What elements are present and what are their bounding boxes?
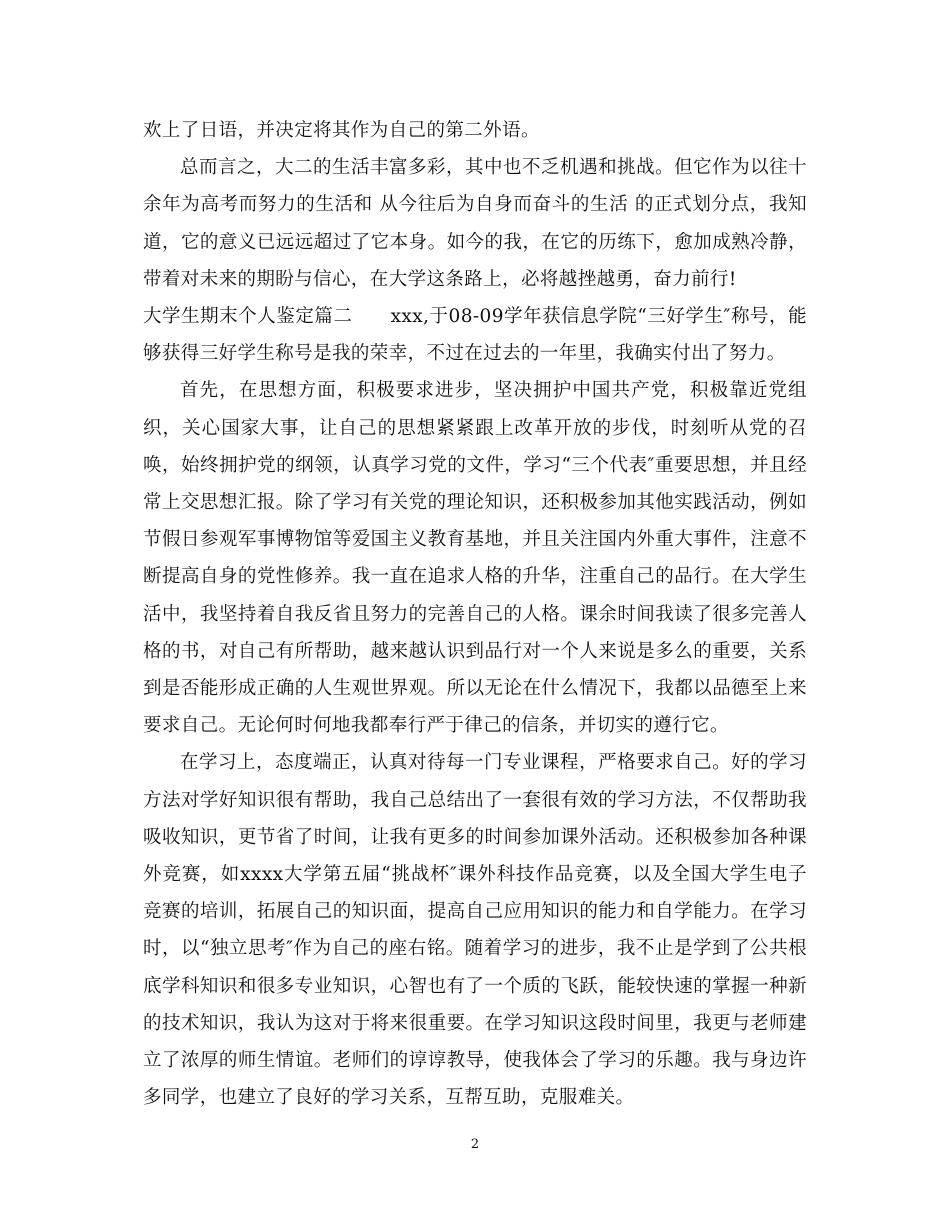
document-body bbox=[143, 112, 807, 1116]
page-number: 2 bbox=[470, 1137, 480, 1152]
paragraph-summary: 总而言之，大二的生活丰富多彩，其中也不乏机遇和挑战。但它作为以往十余年为高考而努力的生活和 从今往后为自身而奋斗的生活 的正式划分点，我知道，它的意义已远远超过了它本身。如今的我，在它的历练下，愈加成熟冷静，带着对未来的期盼与信心，在大学这条路上，必将越挫越勇，奋力前行! bbox=[143, 157, 807, 290]
paragraph-continuation: 欢上了日语，并决定将其作为自己的第二外语。 bbox=[143, 120, 540, 141]
paragraph-section-two-intro: 大学生期末个人鉴定篇二 xxx,于08-09学年获信息学院“三好学生″称号，能够获得三好学生称号是我的荣幸，不过在过去的一年里，我确实付出了努力。 bbox=[143, 306, 807, 365]
paragraph-study: 在学习上，态度端正，认真对待每一门专业课程，严格要求自己。好的学习方法对学好知识很有帮助，我自己总结出了一套很有效的学习方法，不仅帮助我吸收知识，更节省了时间，让我有更多的时间参加课外活动。还积极参加各种课外竞赛，如xxxx大学第五届“挑战杯″课外科技作品竞赛，以及全国大学生电子竞赛的培训，拓展自己的知识面，提高自己应用知识的能力和自学能力。在学习时，以“独立思考″作为自己的座右铭。随着学习的进步，我不止是学到了公共根底学科知识和很多专业知识，心智也有了一个质的飞跃，能较快速的掌握一种新的技术知识，我认为这对于将来很重要。在学习知识这段时间里，我更与老师建立了浓厚的师生情谊。老师们的谆谆教导，使我体会了学习的乐趣。我与身边许多同学，也建立了良好的学习关系，互帮互助，克服难关。 bbox=[143, 752, 807, 1109]
paragraph-ideology: 首先，在思想方面，积极要求进步，坚决拥护中国共产党，积极靠近党组织，关心国家大事，让自己的思想紧紧跟上改革开放的步伐，时刻听从党的召唤，始终拥护党的纲领，认真学习党的文件，学习“三个代表″重要思想，并且经常上交思想汇报。除了学习有关党的理论知识，还积极参加其他实践活动，例如节假日参观军事博物馆等爱国主义教育基地，并且关注国内外重大事件，注意不断提高自身的党性修养。我一直在追求人格的升华，注重自己的品行。在大学生活中，我坚持着自我反省且努力的完善自己的人格。课余时间我读了很多完善人格的书，对自己有所帮助，越来越认识到品行对一个人来说是多么的重要，关系到是否能形成正确的人生观世界观。所以无论在什么情况下，我都以品德至上来要求自己。无论何时何地我都奉行严于律己的信条，并切实的遵行它。 bbox=[143, 380, 807, 737]
